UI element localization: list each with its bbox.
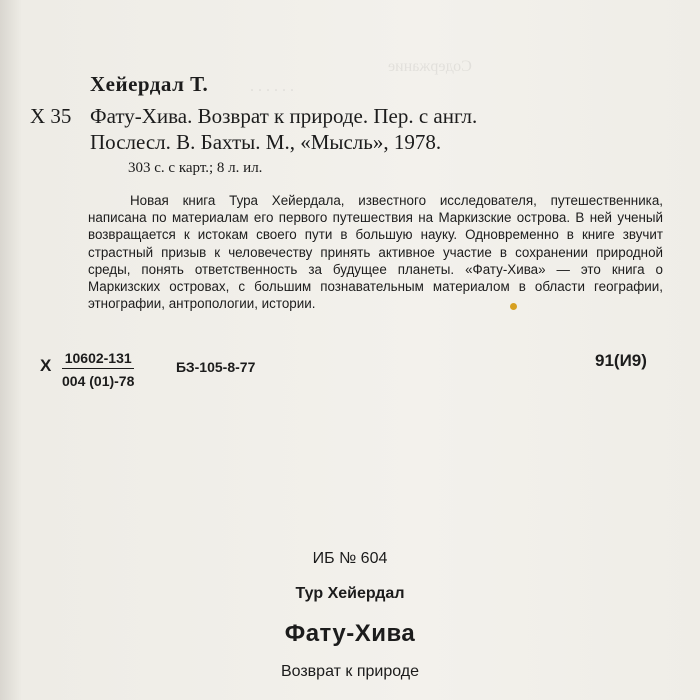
bleed-through-text: Содержание: [388, 58, 472, 75]
catalog-title-line-1: Фату-Хива. Возврат к природе. Пер. с англ.: [90, 104, 478, 128]
index-denominator: 004 (01)-78: [62, 373, 135, 389]
bottom-subtitle: Возврат к природе: [280, 663, 420, 680]
bottom-author: Тур Хейердал: [295, 585, 405, 602]
bleed-through-text: . . . . . .: [250, 78, 294, 95]
ib-number: ИБ № 604: [312, 550, 388, 567]
paper-stain: [510, 303, 517, 310]
annotation-text: Новая книга Тура Хейердала, известного исследователя, путешественника, написана по материалам его первого путешествия на Маркизские острова. В ней ученый возвращается к истокам своего пути в большую науку. Одновременно в книге звучит страстный призыв к человечеству принять активное участие в сохранении природной среды, понять ответственность за будущее планеты. «Фату-Хива» — это книга о Маркизских островах, с большим познавательным материалом в области географии, этнографии, антропологии, истории.: [88, 193, 663, 312]
bottom-title: Фату-Хива: [284, 620, 416, 647]
index-numerator: 10602-131: [62, 350, 134, 369]
catalog-pages: 303 с. с карт.; 8 л. ил.: [128, 160, 263, 176]
catalog-author: Хейердал Т.: [90, 72, 209, 96]
catalog-code: Х 35: [30, 104, 72, 128]
catalog-title-line-2: Послесл. В. Бахты. М., «Мысль», 1978.: [90, 130, 442, 154]
index-x-mark: Х: [40, 356, 52, 375]
index-fraction: [62, 350, 134, 389]
index-series: БЗ-105-8-77: [176, 359, 256, 375]
bbk-code: 91(И9): [595, 351, 647, 370]
